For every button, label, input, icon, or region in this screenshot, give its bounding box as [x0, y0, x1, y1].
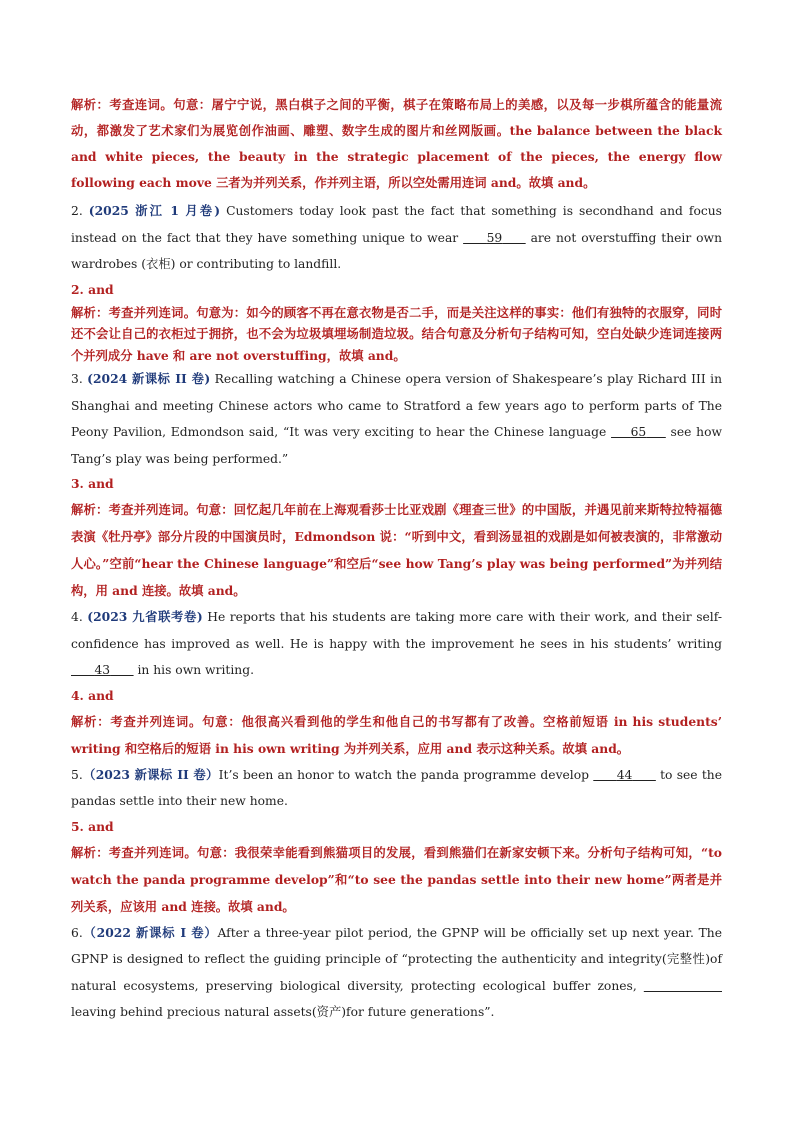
answer-blank: 44 — [616, 767, 633, 782]
question-text-after: are not overstuffing their own wardrobes (衣柜) or contributing to landfill. — [71, 230, 723, 271]
question-text-after: see how Tang’s play was being performed.” — [71, 425, 722, 466]
answer-4: 4. and — [71, 687, 114, 703]
answer-blank: 43 — [94, 663, 111, 677]
question-source: (2024 新课标 II 卷) — [87, 371, 211, 386]
analysis-5: 解析：考查并列连词。句意：我很荣幸能看到熊猫项目的发展，看到熊猫们在新家安顿下来。分析句子结构可知，“to watch the panda programme develop”和“to see the pandas settle into their new home”两者是并列关系，应该用 and 连接。故填 and。 — [71, 844, 722, 914]
analysis-1: 解析：考查连词。句意：屠宁宁说，黑白棋子之间的平衡，棋子在策略布局上的美感，以及每一步棋所蕴含的能量流动，都激发了艺术家们为展览创作油画、雕塑、数字生成的图片和丝网版画。the balance between the black and white pieces, the beauty in the strategic placement of the pieces, the energy flow following each move 三者为并列关系，作并列主语，所以空处需用连词 and。故填 and。 — [71, 97, 722, 190]
question-text-before: It’s been an honor to watch the panda programme develop — [218, 767, 594, 782]
answer-blank: 59 — [486, 230, 503, 245]
answer-blank — [644, 973, 722, 1000]
answer-blank: 65 — [630, 425, 647, 439]
question-number: 3. — [71, 372, 83, 386]
question-text-before: He reports that his students are taking more care with their work, and their self-confidence has improved as well. He is happy with the improvement he sees in his students’ writing — [71, 610, 722, 651]
answer-5: 5. and — [71, 818, 114, 834]
question-6 — [71, 920, 722, 1026]
question-2 — [71, 198, 722, 278]
question-text-after: in his own writing. — [133, 663, 254, 677]
question-number: 4. — [71, 610, 83, 624]
question-3 — [71, 366, 722, 472]
question-source: （2022 新课标 I 卷） — [82, 924, 218, 940]
question-source: (2023 九省联考卷) — [87, 609, 203, 624]
question-text-before: Recalling watching a Chinese opera version of Shakespeare’s play Richard III in Shanghai and meeting Chinese actors who came to Stratford a few years ago to perform parts of The Peony Pavilion, Edmondson said, “It was very exciting to hear the Chinese language — [71, 372, 722, 439]
question-number: 2. — [71, 204, 83, 218]
question-text-after: leaving behind precious natural assets(资产)for future generations”. — [71, 1005, 495, 1019]
analysis-2: 解析：考查并列连词。句意为：如今的顾客不再在意衣物是否二手，而是关注这样的事实：他们有独特的衣服穿，同时还不会让自己的衣柜过于拥挤，也不会为垃圾填埋场制造垃圾。结合句意及分析句子结构可知，空白处缺少连词连接两个并列成分 have 和 are not overstuffing，故填 and。 — [71, 304, 722, 363]
question-4 — [71, 604, 722, 684]
question-text-after: to see the pandas settle into their new home. — [71, 767, 722, 808]
answer-2: 2. and — [71, 281, 114, 297]
analysis-4: 解析：考查并列连词。句意：他很高兴看到他的学生和他自己的书写都有了改善。空格前短语 in his students’ writing 和空格后的短语 in his own writing 为并列关系，应用 and 表示这种关系。故填 and。 — [71, 713, 722, 756]
document-page — [71, 92, 722, 1026]
question-number: 5. — [71, 767, 83, 782]
question-5 — [71, 762, 722, 815]
question-source: （2023 新课标 II 卷） — [82, 766, 219, 782]
answer-3: 3. and — [71, 476, 114, 491]
question-text-before: Customers today look past the fact that something is secondhand and focus instead on the fact that they have something unique to wear — [71, 204, 722, 245]
question-number: 6. — [71, 925, 83, 940]
question-source: (2025 浙江 1 月卷) — [88, 203, 221, 218]
question-text-before: After a three-year pilot period, the GPNP will be officially set up next year. The GPNP is designed to reflect the guiding principle of “protecting the authenticity and integrity(完整性)of natural ecosystems, preserving biological diversity, protecting ecological buffer zones, — [71, 925, 722, 993]
analysis-3: 解析：考查并列连词。句意：回忆起几年前在上海观看莎士比亚戏剧《理查三世》的中国版，并遇见前来斯特拉特福德表演《牡丹亭》部分片段的中国演员时，Edmondson 说：“听到中文，看到汤显祖的戏剧是如何被表演的，非常激动人心。”空前“hear the Chinese language”和空后“see how Tang’s play was being performed”为并列结构，用 and 连接。故填 and。 — [71, 502, 722, 598]
